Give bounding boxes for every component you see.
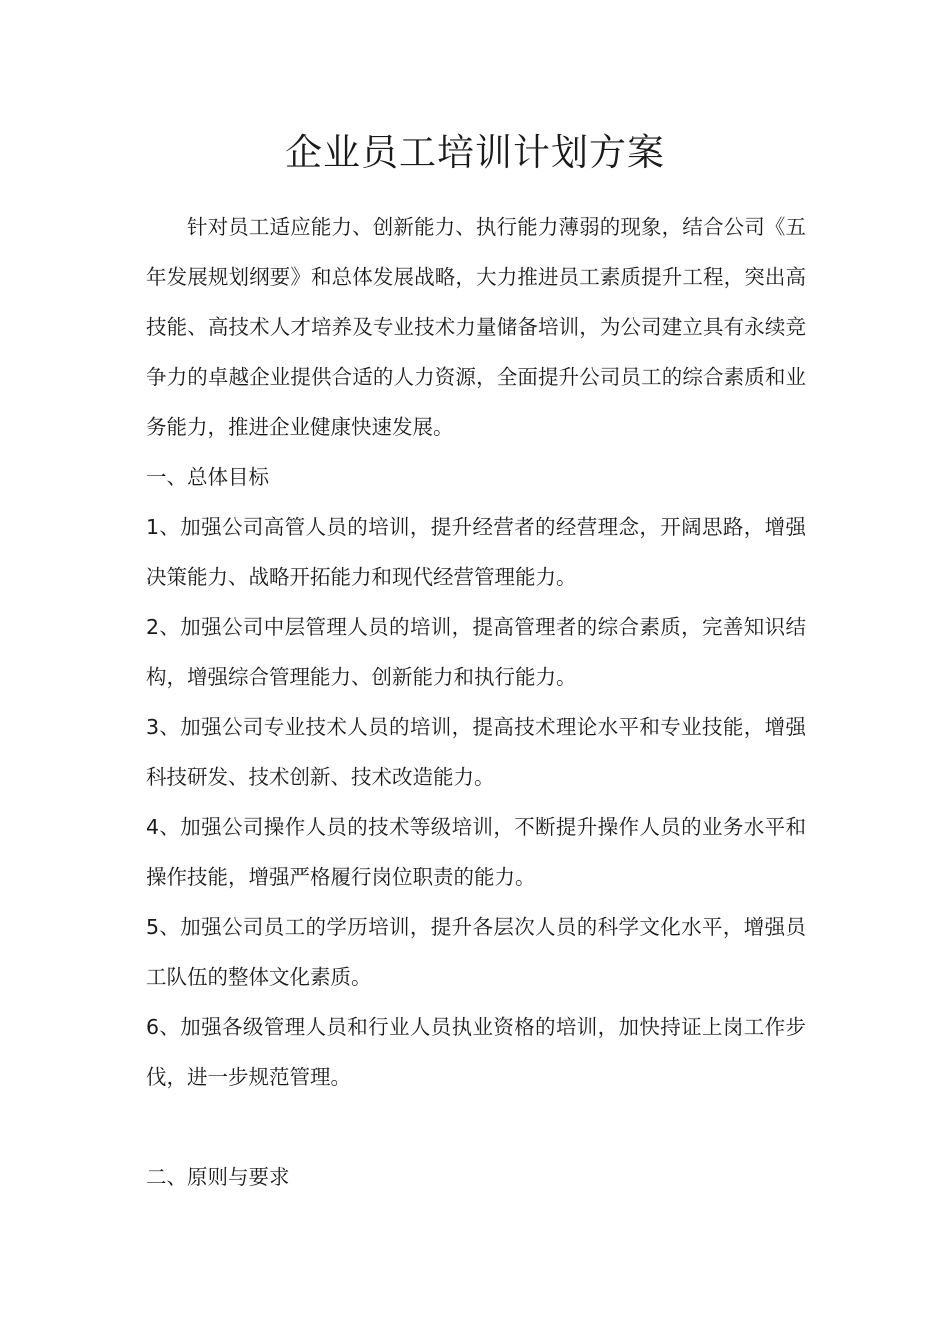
document-body (146, 202, 806, 1202)
intro-paragraph: 针对员工适应能力、创新能力、执行能力薄弱的现象，结合公司《五年发展规划纲要》和总体发展战略，大力推进员工素质提升工程，突出高技能、高技术人才培养及专业技术力量储备培训，为公司建立具有永续竞争力的卓越企业提供合适的人力资源，全面提升公司员工的综合素质和业务能力，推进企业健康快速发展。 (146, 215, 806, 439)
document-title: 企业员工培训计划方案 (285, 131, 665, 174)
section-heading-goals: 一、总体目标 (146, 465, 269, 489)
goal-item: 1、加强公司高管人员的培训，提升经营者的经营理念，开阔思路，增强决策能力、战略开拓能力和现代经营管理能力。 (146, 515, 806, 589)
goal-item: 5、加强公司员工的学历培训，提升各层次人员的科学文化水平，增强员工队伍的整体文化素质。 (146, 915, 806, 989)
goal-item: 6、加强各级管理人员和行业人员执业资格的培训，加快持证上岗工作步伐，进一步规范管理。 (146, 1015, 806, 1089)
blank-line (146, 1102, 806, 1152)
goal-item: 4、加强公司操作人员的技术等级培训，不断提升操作人员的业务水平和操作技能，增强严格履行岗位职责的能力。 (146, 815, 806, 889)
goal-item: 3、加强公司专业技术人员的培训，提高技术理论水平和专业技能，增强科技研发、技术创新、技术改造能力。 (146, 715, 806, 789)
section-heading-principles: 二、原则与要求 (146, 1165, 290, 1189)
goal-item: 2、加强公司中层管理人员的培训，提高管理者的综合素质，完善知识结构，增强综合管理能力、创新能力和执行能力。 (146, 615, 806, 689)
